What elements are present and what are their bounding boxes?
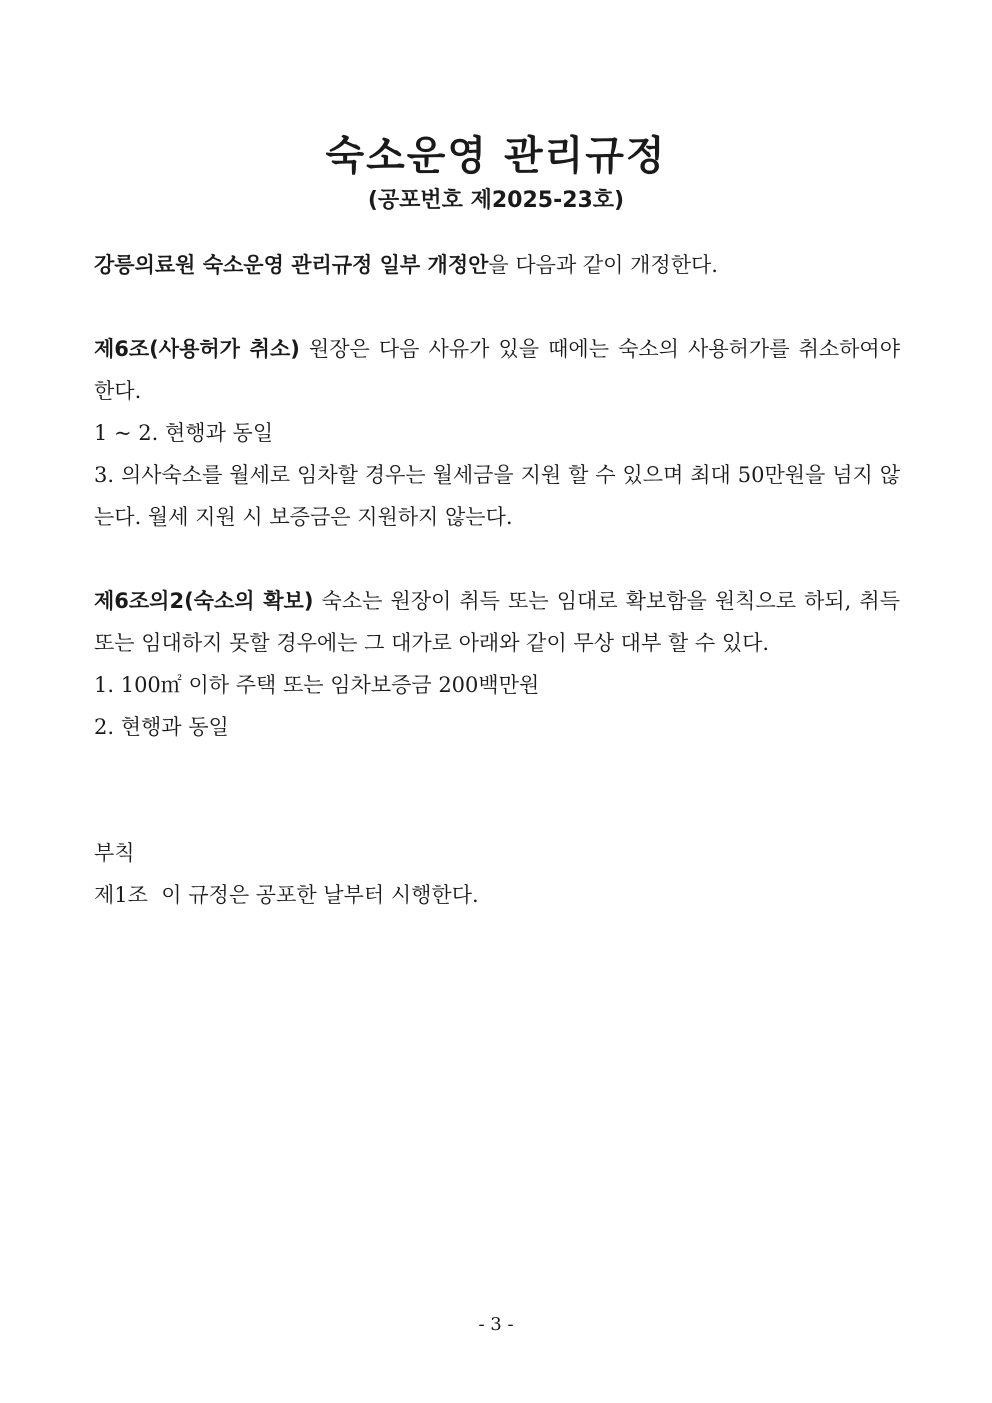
article-6-heading: 제6조(사용허가 취소) [94,337,300,361]
intro-paragraph [94,244,900,286]
intro-rest: 을 다음과 같이 개정한다. [488,253,718,277]
article-6-2-heading: 제6조의2(숙소의 확보) [94,589,314,613]
document-body [94,244,900,916]
addendum-heading: 부칙 [94,841,135,865]
article-6-2-item: 1. 100㎡ 이하 주택 또는 임차보증금 200백만원 [94,673,540,697]
spacer [94,538,900,580]
article-6-2-item: 2. 현행과 동일 [94,715,229,739]
spacer [94,748,900,832]
article-6-2-text: 숙소는 원장이 취득 또는 임대로 확보함을 원칙으로 하되, 취득 또는 임대하지 못할 경우에는 그 대가로 아래와 같이 무상 대부 할 수 있다. [94,589,900,655]
addendum-article-1: 제1조 이 규정은 공포한 날부터 시행한다. [94,883,479,907]
article-6-item: 3. 의사숙소를 월세로 임차할 경우는 월세금을 지원 할 수 있으며 최대 50만원을 넘지 않는다. 월세 지원 시 보증금은 지원하지 않는다. [94,463,900,529]
article-6-item: 1 ~ 2. 현행과 동일 [94,421,274,445]
spacer [94,286,900,328]
article-6-2-paragraph [94,580,900,664]
document-title: 숙소운영 관리규정 [325,133,667,179]
document-subtitle: (공포번호 제2025-23호) [367,188,625,213]
article-6-text: 원장은 다음 사유가 있을 때에는 숙소의 사용허가를 취소하여야 한다. [94,337,900,403]
page-number: - 3 - [478,1314,514,1335]
intro-bold: 강릉의료원 숙소운영 관리규정 일부 개정안 [94,253,489,277]
article-6-paragraph [94,328,900,412]
